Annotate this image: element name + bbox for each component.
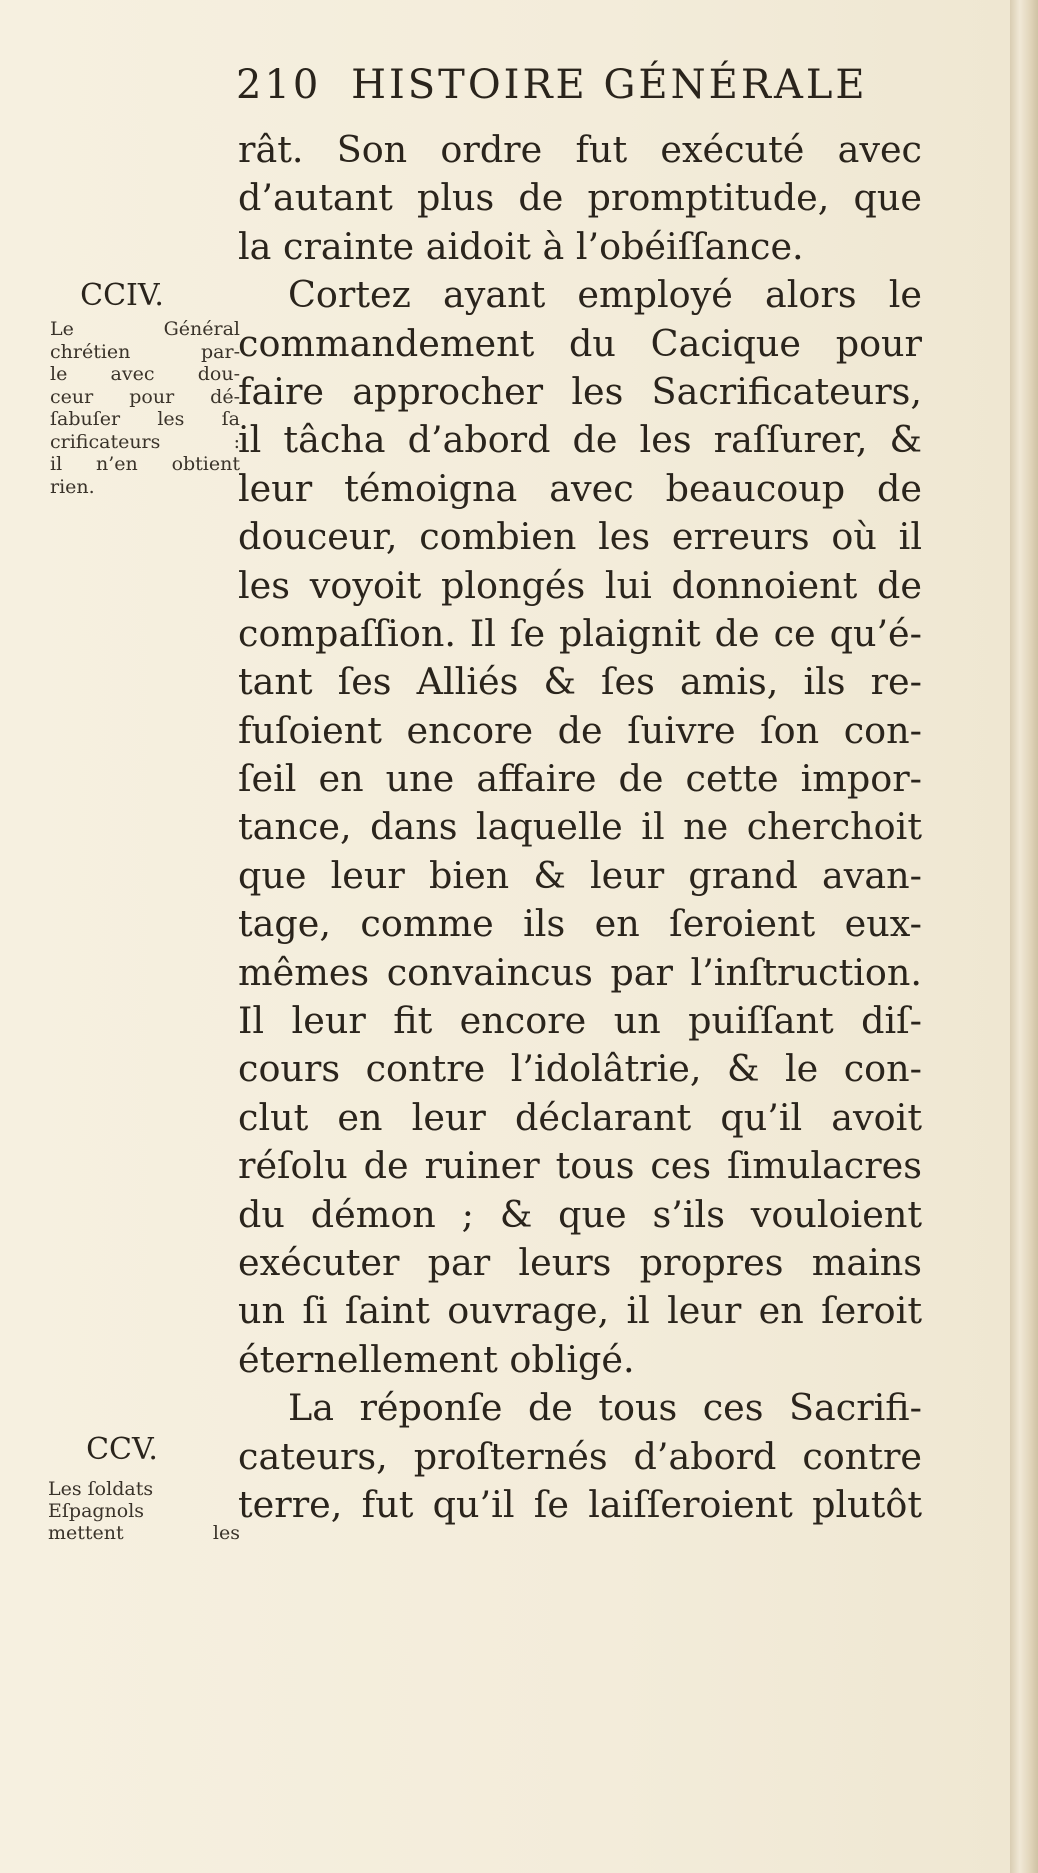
body-line: réſolu de ruiner tous ces ſimulacres [238, 1144, 922, 1188]
body-line: tant ſes Alliés & ſes amis, ils re- [238, 660, 922, 704]
body-line: que leur bien & leur grand avan- [238, 853, 922, 897]
margin-note-line: Eſpagnols [48, 1500, 145, 1522]
body-line: du démon ; & que s’ils vouloient [238, 1192, 922, 1236]
margin-note-line: ceur pour dé- [50, 385, 240, 408]
body-line: clut en leur déclarant qu’il avoit [238, 1095, 922, 1139]
body-line: tage, comme ils en ſeroient eux- [238, 902, 922, 946]
body-line: compaſſion. Il ſe plaignit de ce qu’é- [238, 611, 922, 655]
running-title: HISTOIRE GÉNÉRALE [351, 62, 868, 108]
margin-note-line: crificateurs : [50, 430, 240, 453]
body-line: ſeil en une affaire de cette impor- [238, 757, 922, 801]
margin-note-line: il n’en obtient [50, 453, 240, 475]
body-line: il tâcha d’abord de les raſſurer, & [238, 418, 922, 462]
section-number-cciv: CCIV. [80, 278, 164, 313]
body-line: faire approcher les Sacrificateurs, [238, 369, 922, 413]
body-line: rât. Son ordre fut exécuté avec [238, 128, 922, 171]
body-line: Il leur fit encore un puiſſant diſ- [238, 999, 922, 1043]
body-line: mêmes convaincus par l’inſtruction. [238, 950, 922, 994]
section-number-ccv: CCV. [86, 1432, 158, 1467]
body-line: cateurs, proſternés d’abord contre [238, 1434, 922, 1478]
body-line: les voyoit plongés lui donnoient de [238, 563, 922, 607]
body-line: Cortez ayant employé alors le [288, 273, 922, 317]
margin-note-line: mettent les [48, 1522, 240, 1544]
body-line: fuſoient encore de ſuivre ſon con- [238, 708, 922, 752]
body-line: douceur, combien les erreurs où il [238, 515, 922, 559]
page-edge [1010, 0, 1038, 1873]
page-number: 210 [236, 62, 322, 108]
body-line: un ſi ſaint ouvrage, il leur en ſeroit [238, 1289, 922, 1333]
margin-note-line: le avec dou- [50, 363, 240, 385]
body-text [238, 126, 922, 1529]
body-line: La réponſe de tous ces Sacrifi- [288, 1386, 922, 1430]
body-line: éternellement obligé. [238, 1337, 635, 1381]
body-line: cours contre l’idolâtrie, & le con- [238, 1047, 922, 1091]
body-line: terre, fut qu’il ſe laiſſeroient plutôt [238, 1482, 922, 1526]
margin-note-line: Les ſoldats [48, 1478, 154, 1500]
body-line: la crainte aidoit à l’obéiſſance. [238, 224, 804, 268]
margin-note-ccv [48, 1478, 240, 1544]
body-line: exécuter par leurs propres mains [238, 1240, 922, 1284]
body-line: tance, dans laquelle il ne cherchoit [238, 805, 922, 849]
margin-note-line: ſabuſer les ſa [50, 408, 240, 430]
running-header [236, 62, 876, 122]
margin-note-line: chrétien par- [50, 340, 240, 363]
margin-note-line: Le Général [50, 318, 240, 340]
body-line: leur témoigna avec beaucoup de [238, 466, 922, 510]
margin-note-cciv [50, 318, 240, 498]
body-line: commandement du Cacique pour [238, 321, 922, 365]
body-line: d’autant plus de promptitude, que [238, 176, 922, 220]
margin-note-line: rien. [50, 475, 95, 498]
